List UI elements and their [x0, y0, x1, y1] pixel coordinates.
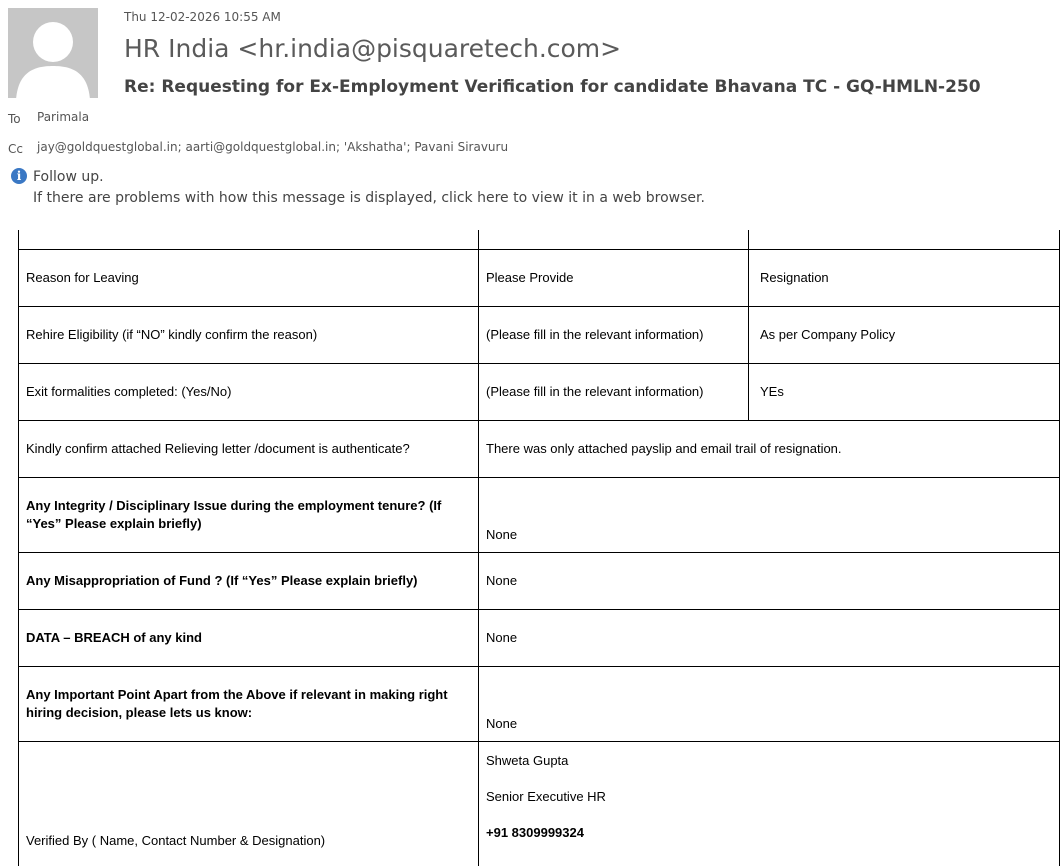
person-silhouette-icon — [8, 8, 98, 98]
info-icon: i — [11, 168, 27, 184]
table-row — [19, 306, 1060, 363]
table-row — [19, 609, 1060, 666]
verifier-phone: +91 8309999324 — [486, 824, 584, 840]
important-point-value: None — [479, 666, 1060, 741]
table-cell-empty — [749, 230, 1060, 249]
rehire-eligibility-col2: (Please fill in the relevant information) — [479, 306, 749, 363]
table-cell-empty — [479, 230, 749, 249]
relieving-letter-value: There was only attached payslip and email trail of resignation. — [479, 420, 1060, 477]
table-row — [19, 363, 1060, 420]
follow-up-flag-text: Follow up. — [33, 169, 104, 185]
data-breach-label: DATA – BREACH of any kind — [19, 609, 479, 666]
data-breach-value: None — [479, 609, 1060, 666]
cc-recipients[interactable]: jay@goldquestglobal.in; aarti@goldquestglobal.in; 'Akshatha'; Pavani Siravuru — [37, 140, 509, 154]
table-row — [19, 666, 1060, 741]
sender-name[interactable]: HR India <hr.india@pisquaretech.com> — [124, 34, 622, 63]
table-row — [19, 552, 1060, 609]
to-label: To — [8, 112, 21, 126]
relieving-letter-label: Kindly confirm attached Relieving letter /document is authenticate? — [19, 420, 479, 477]
verifier-name: Shweta Gupta — [486, 752, 569, 768]
reason-for-leaving-value: Resignation — [749, 249, 1060, 306]
verification-table — [18, 230, 1060, 866]
message-timestamp: Thu 12-02-2026 10:55 AM — [124, 10, 281, 24]
reason-for-leaving-label: Reason for Leaving — [19, 249, 479, 306]
table-row — [19, 249, 1060, 306]
message-subject: Re: Requesting for Ex-Employment Verification for candidate Bhavana TC - GQ-HMLN-250 — [124, 77, 981, 97]
verifier-designation: Senior Executive HR — [486, 788, 606, 804]
sender-avatar — [8, 8, 98, 98]
important-point-label: Any Important Point Apart from the Above if relevant in making right hiring decision, please lets us know: — [19, 666, 479, 741]
table-row — [19, 477, 1060, 552]
integrity-issue-label: Any Integrity / Disciplinary Issue during the employment tenure? (If “Yes” Please explain briefly) — [19, 477, 479, 552]
table-row — [19, 741, 1060, 866]
table-row — [19, 420, 1060, 477]
verified-by-value — [479, 741, 1060, 866]
rehire-eligibility-value: As per Company Policy — [749, 306, 1060, 363]
view-in-browser-link[interactable]: If there are problems with how this message is displayed, click here to view it in a web browser. — [33, 190, 705, 206]
to-recipients[interactable]: Parimala — [37, 110, 90, 124]
cc-label: Cc — [8, 142, 23, 156]
table-row — [19, 230, 1060, 249]
verified-by-label: Verified By ( Name, Contact Number & Designation) — [19, 741, 479, 866]
exit-formalities-col2: (Please fill in the relevant information) — [479, 363, 749, 420]
table-cell-empty — [19, 230, 479, 249]
exit-formalities-label: Exit formalities completed: (Yes/No) — [19, 363, 479, 420]
rehire-eligibility-label: Rehire Eligibility (if “NO” kindly confirm the reason) — [19, 306, 479, 363]
integrity-issue-value: None — [479, 477, 1060, 552]
exit-formalities-value: YEs — [749, 363, 1060, 420]
fund-misappropriation-value: None — [479, 552, 1060, 609]
reason-for-leaving-col2: Please Provide — [479, 249, 749, 306]
fund-misappropriation-label: Any Misappropriation of Fund ? (If “Yes” Please explain briefly) — [19, 552, 479, 609]
